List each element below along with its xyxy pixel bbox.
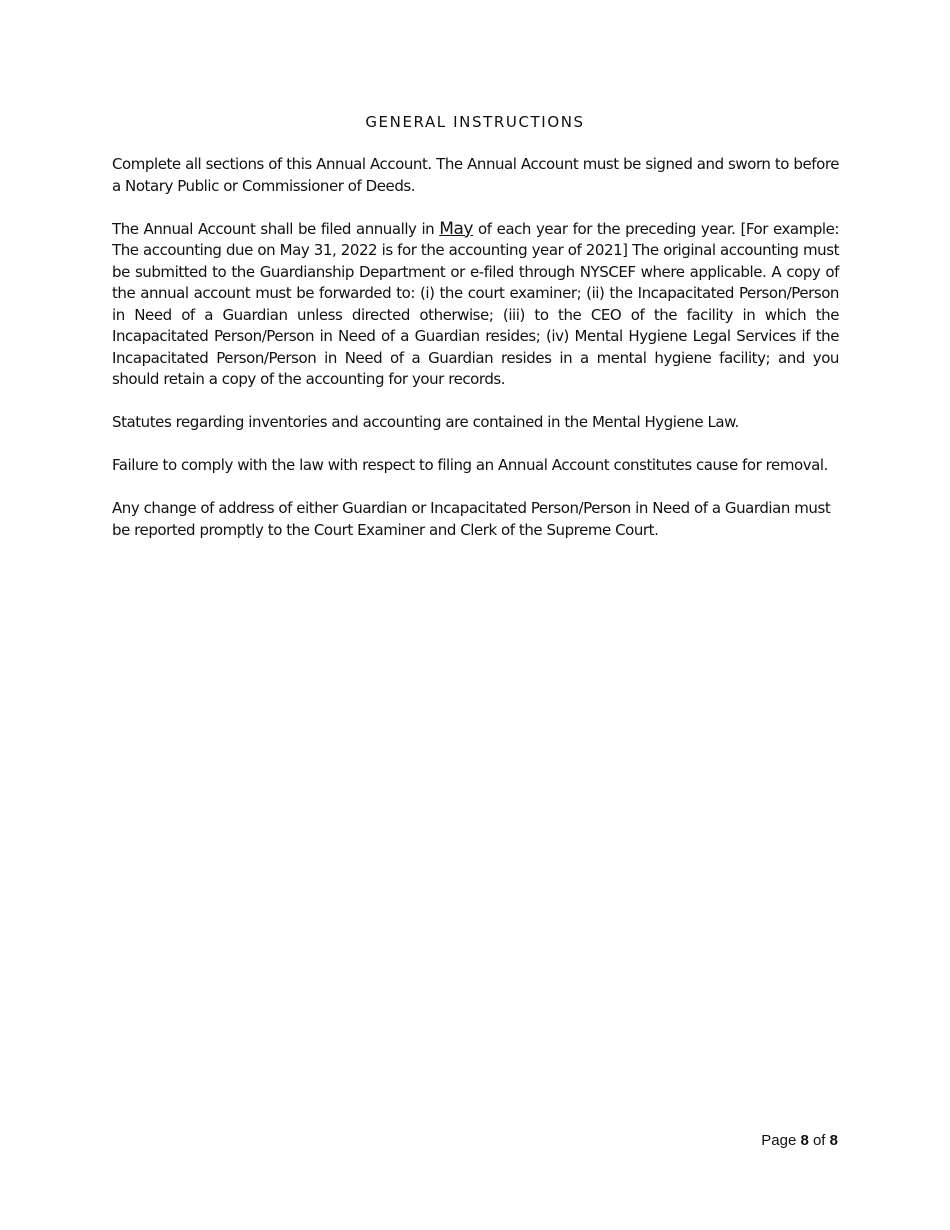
filing-text-before: The Annual Account shall be filed annually in: [112, 219, 440, 238]
paragraph-filing-schedule: [112, 219, 839, 391]
filing-month: May: [439, 218, 474, 239]
paragraph-statutes: Statutes regarding inventories and accounting are contained in the Mental Hygiene Law.: [112, 413, 739, 431]
paragraph-complete-sections: Complete all sections of this Annual Account. The Annual Account must be signed and sworn to before a Notary Public or Commissioner of Deeds.: [112, 155, 839, 195]
filing-text-after: of each year for the preceding year. [For example: The accounting due on May 31, 2022 is for the accounting year of 2021] The original accounting must be submitted to the Guardianship Department or e-filed through NYSCEF where applicable. A copy of the annual account must be forwarded to: (i) the court examiner; (ii) the Incapacitated Person/Person in Need of a Guardian unless directed otherwise; (iii) to the CEO of the facility in which the Incapacitated Person/Person in Need of a Guardian resides; (iv) Mental Hygiene Legal Services if the Incapacitated Person/Person in Need of a Guardian resides in a mental hygiene facility; and you should retain a copy of the accounting for your records.: [112, 219, 840, 388]
page-word: Page: [761, 1132, 801, 1149]
total-pages-number: 8: [829, 1132, 838, 1149]
paragraph-change-of-address: Any change of address of either Guardian or Incapacitated Person/Person in Need of a Guardian must be reported promptly to the Court Examiner and Clerk of the Supreme Court.: [112, 499, 831, 539]
page-title: GENERAL INSTRUCTIONS: [365, 113, 585, 131]
paragraph-failure-to-comply: Failure to comply with the law with respect to filing an Annual Account constitutes cause for removal.: [112, 456, 828, 474]
current-page-number: 8: [800, 1132, 809, 1149]
page-number: [761, 1131, 838, 1151]
instructions-body: [112, 154, 839, 563]
of-word: of: [808, 1132, 830, 1149]
